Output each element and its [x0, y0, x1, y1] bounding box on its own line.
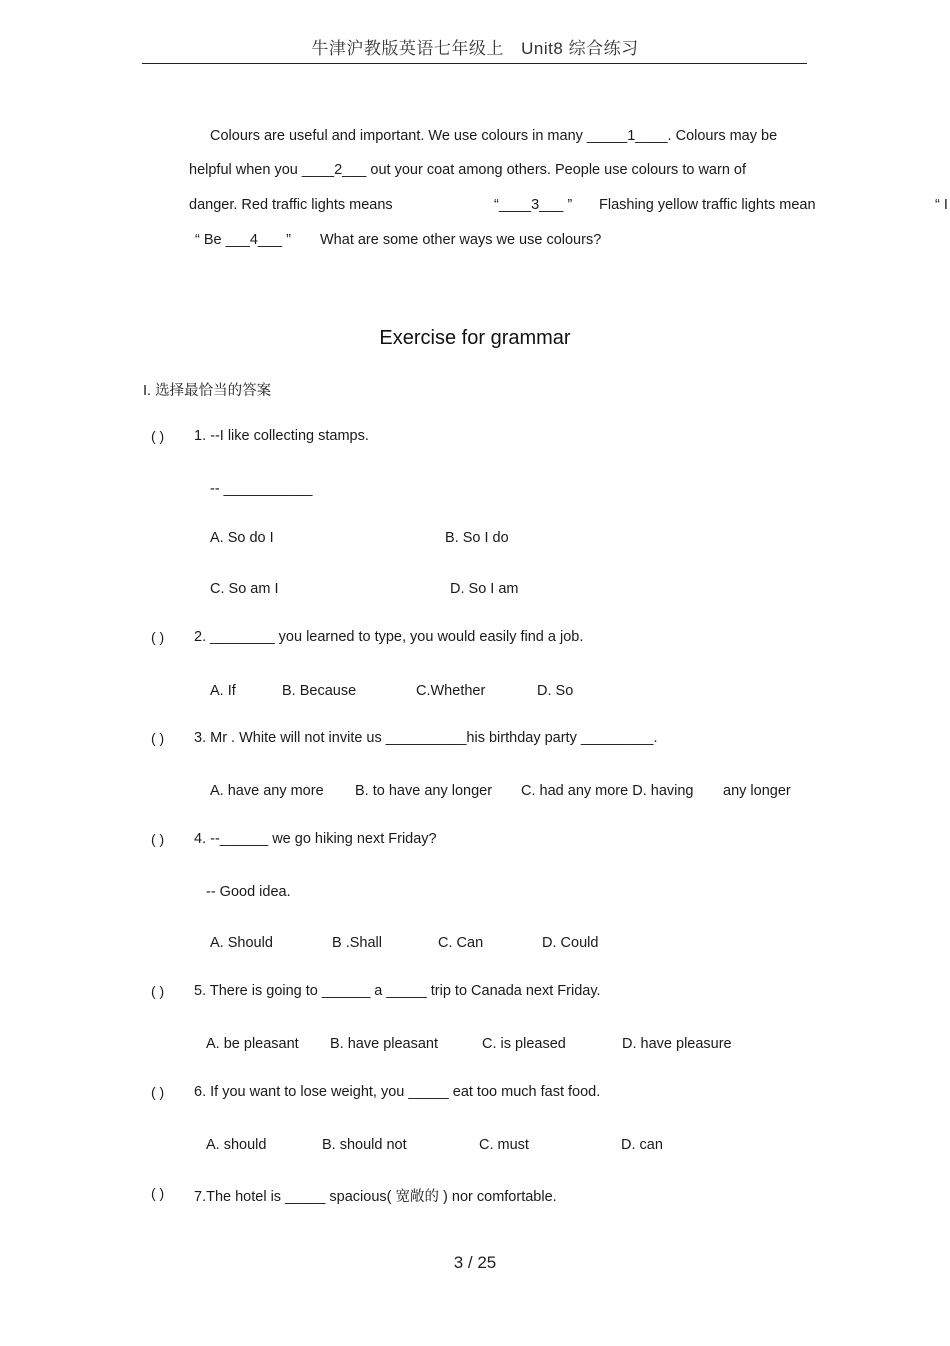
passage-blank-3: “____3___ ” [494, 197, 573, 213]
answer-paren-5[interactable]: ( ) [151, 983, 165, 999]
passage-line-3d: “ I [935, 197, 948, 213]
question-6: 6. If you want to lose weight, you _____ eat too much fast food. [194, 1084, 601, 1100]
page-number: 3 / 25 [453, 1253, 497, 1272]
passage-line-4b: What are some other ways we use colours? [320, 232, 602, 248]
question-6-option-b: B. should not [322, 1137, 407, 1153]
answer-paren-7[interactable]: ( ) [151, 1185, 165, 1201]
question-3-option-d-rest: any longer [723, 783, 791, 799]
answer-paren-4[interactable]: ( ) [151, 831, 165, 847]
question-3-option-b: B. to have any longer [355, 783, 493, 799]
question-4: 4. --______ we go hiking next Friday? [194, 831, 437, 847]
passage-line-3a: danger. Red traffic lights means [189, 197, 393, 213]
question-1-option-c: C. So am I [210, 581, 279, 597]
section-title: Exercise for grammar [379, 327, 571, 349]
question-2-option-a: A. If [210, 683, 236, 699]
question-2-option-d: D. So [537, 683, 574, 699]
question-6-option-d: D. can [621, 1137, 663, 1153]
answer-paren-6[interactable]: ( ) [151, 1084, 165, 1100]
passage-blank-4: “ Be ___4___ ” [195, 232, 291, 248]
question-1-option-b: B. So I do [445, 530, 509, 546]
question-4-option-c: C. Can [438, 935, 484, 951]
question-5-option-b: B. have pleasant [330, 1036, 439, 1052]
question-4-option-d: D. Could [542, 935, 599, 951]
question-3-option-c: C. had any more D. having [521, 783, 694, 799]
question-4-reply: -- Good idea. [206, 884, 291, 900]
question-1-reply: -- ___________ [210, 481, 313, 497]
header-title: 牛津沪教版英语七年级上 [311, 39, 504, 58]
question-5-option-d: D. have pleasure [622, 1036, 732, 1052]
question-5: 5. There is going to ______ a _____ trip to Canada next Friday. [194, 983, 601, 999]
answer-paren-2[interactable]: ( ) [151, 629, 165, 645]
answer-paren-1[interactable]: ( ) [151, 428, 165, 444]
question-2-option-c: C.Whether [416, 683, 486, 699]
question-1-option-d: D. So I am [450, 581, 519, 597]
question-1-option-a: A. So do I [210, 530, 274, 546]
header-unit: Unit8 综合练习 [521, 39, 639, 58]
section-instruction: I. 选择最恰当的答案 [143, 383, 272, 399]
question-1: 1. --I like collecting stamps. [194, 428, 369, 444]
question-2: 2. ________ you learned to type, you would easily find a job. [194, 629, 584, 645]
question-3-option-a: A. have any more [210, 783, 324, 799]
page-header [0, 34, 950, 59]
question-3: 3. Mr . White will not invite us __________his birthday party _________. [194, 730, 658, 746]
passage-line-3c: Flashing yellow traffic lights mean [599, 197, 816, 213]
answer-paren-3[interactable]: ( ) [151, 730, 165, 746]
passage-line-2: helpful when you ____2___ out your coat among others. People use colours to warn of [189, 162, 747, 178]
header-rule [142, 63, 807, 64]
question-6-option-a: A. should [206, 1137, 267, 1153]
question-7: 7.The hotel is _____ spacious( 宽敞的 ) nor comfortable. [194, 1189, 557, 1205]
question-5-option-a: A. be pleasant [206, 1036, 299, 1052]
question-6-option-c: C. must [479, 1137, 529, 1153]
question-4-option-a: A. Should [210, 935, 273, 951]
question-2-option-b: B. Because [282, 683, 357, 699]
passage-line-1: Colours are useful and important. We use colours in many _____1____. Colours may be [210, 128, 778, 144]
question-5-option-c: C. is pleased [482, 1036, 566, 1052]
question-4-option-b: B .Shall [332, 935, 382, 951]
